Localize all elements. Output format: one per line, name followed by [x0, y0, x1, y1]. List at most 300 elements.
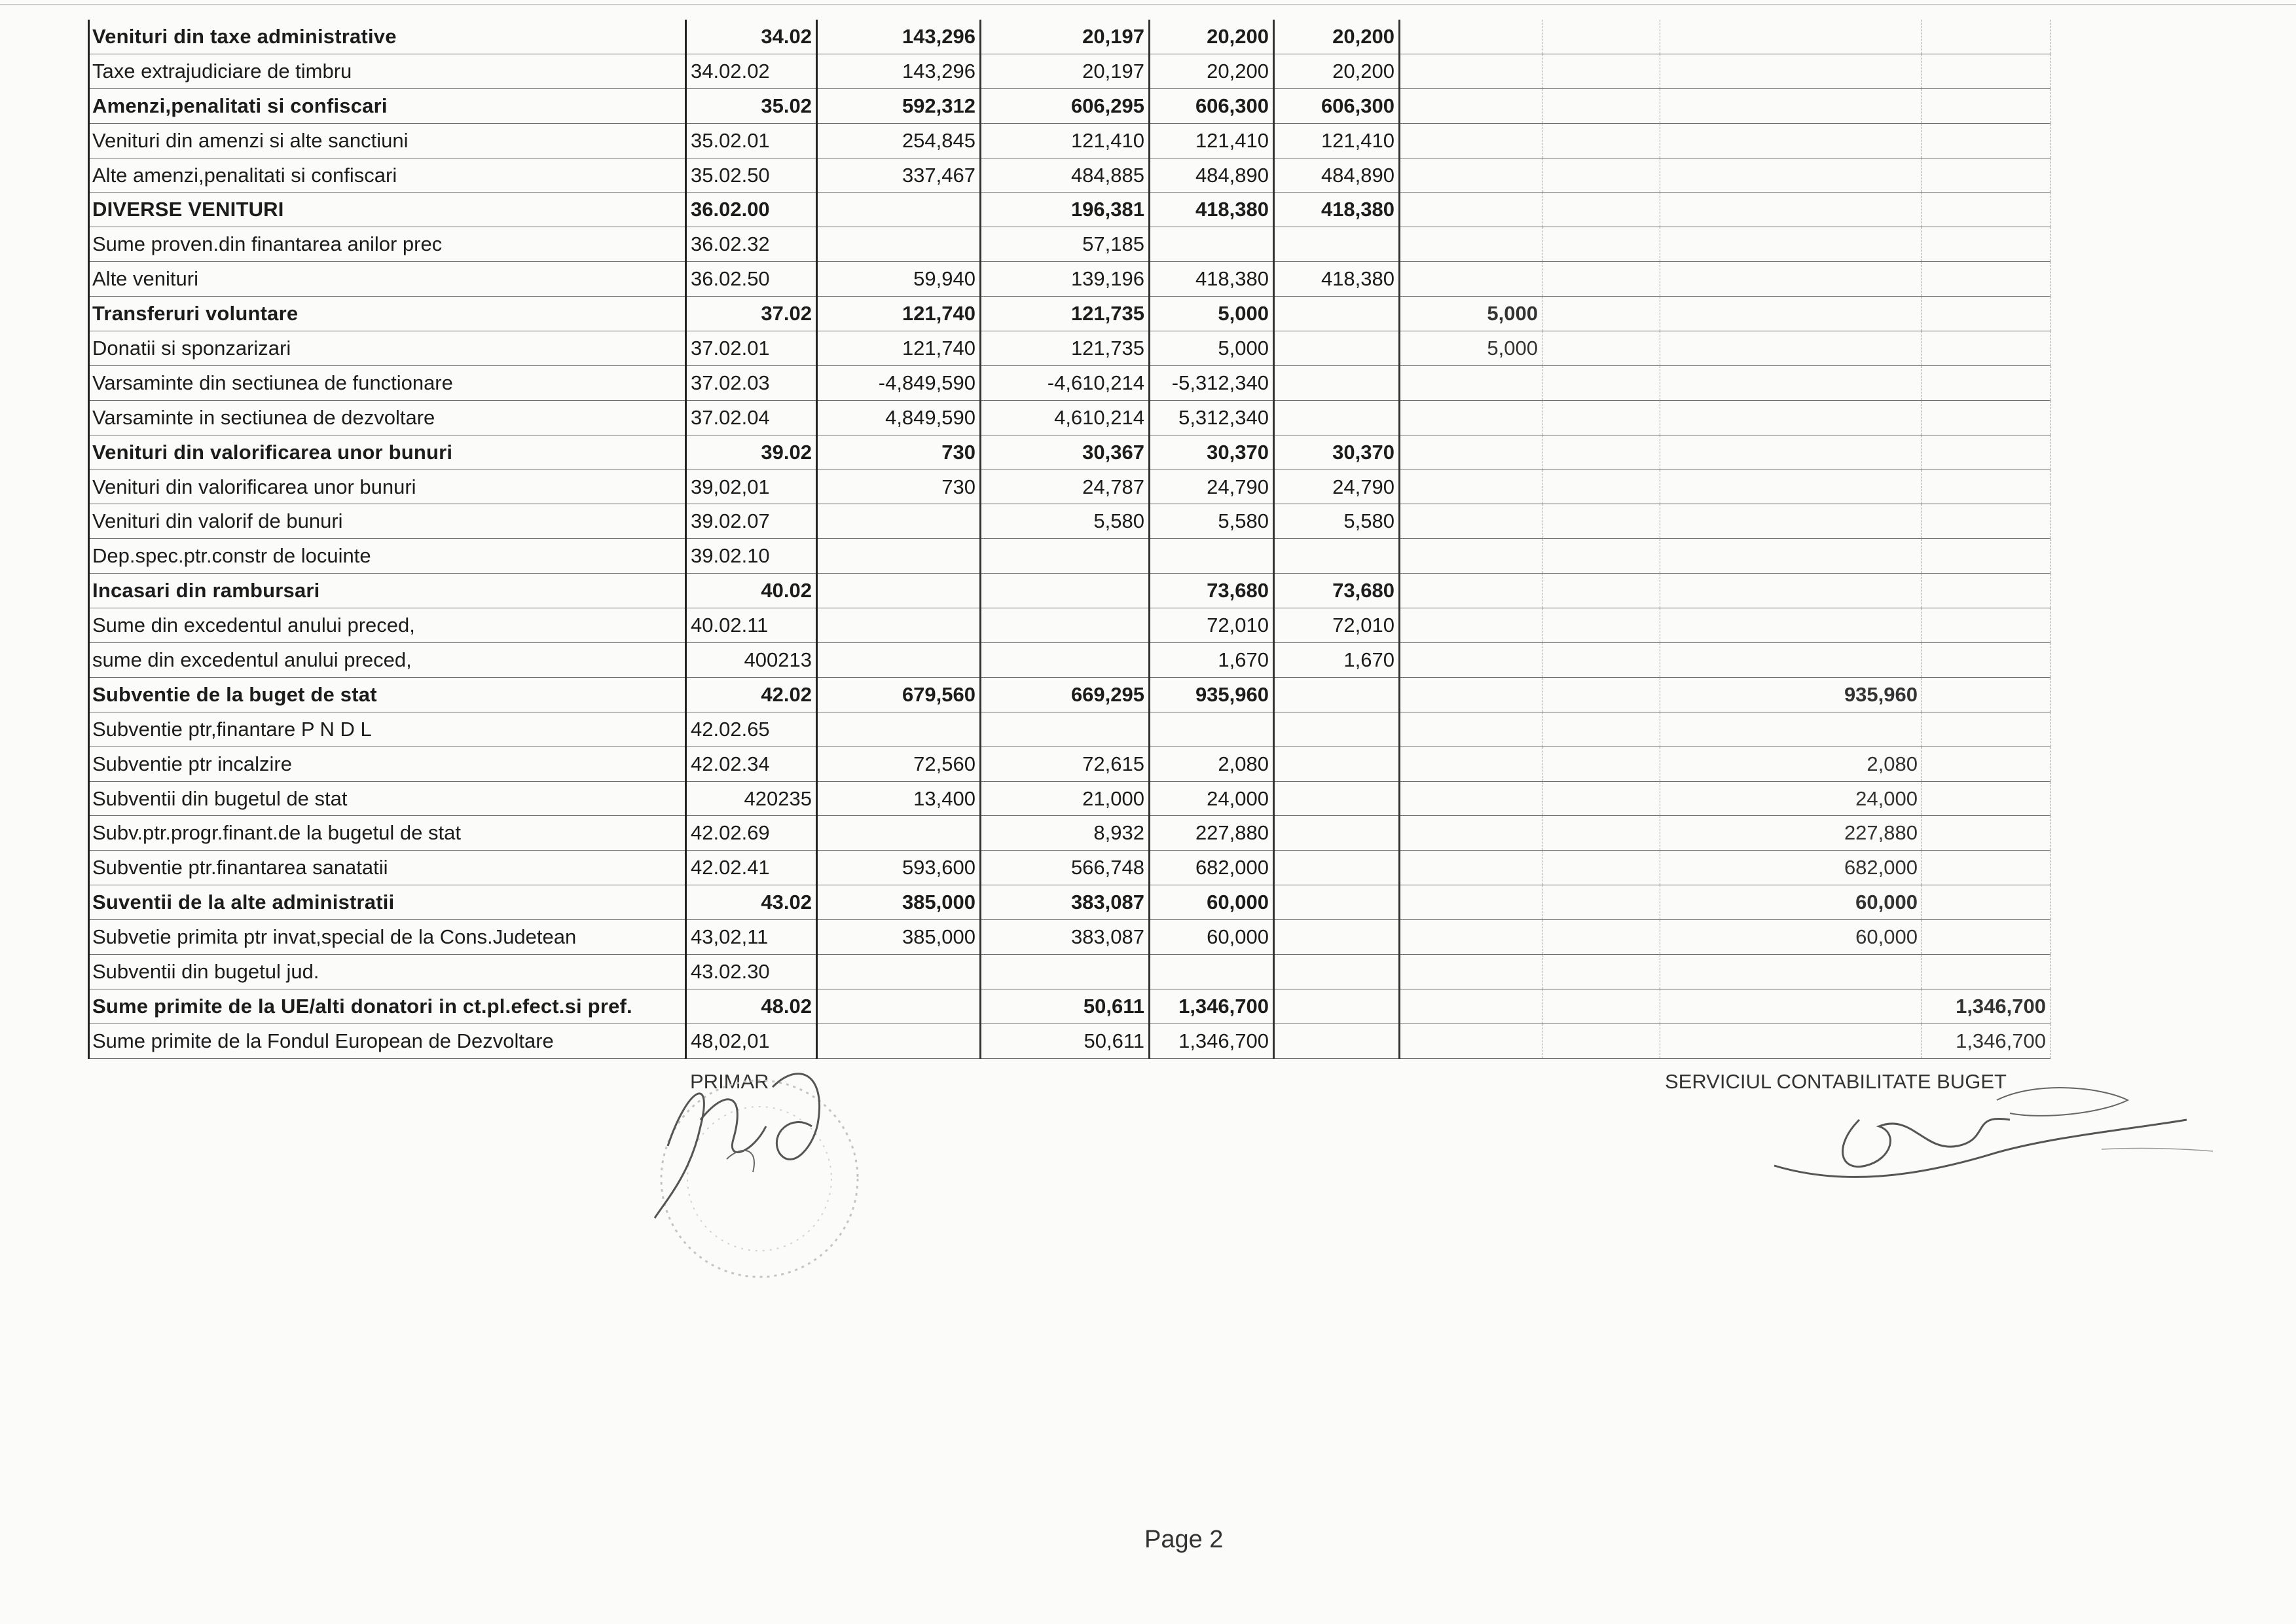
- row-value-cell: [1400, 365, 1542, 400]
- row-value-cell: [1542, 227, 1660, 262]
- row-value-cell: [1400, 123, 1542, 158]
- row-value-cell: [981, 574, 1150, 608]
- row-value-cell: [1922, 955, 2050, 989]
- row-value-cell: 385,000: [817, 885, 981, 920]
- row-value-cell: 383,087: [981, 920, 1150, 955]
- row-value-cell: [1542, 88, 1660, 123]
- row-value-cell: [1400, 955, 1542, 989]
- row-value-cell: 20,197: [981, 20, 1150, 54]
- row-value-cell: [1922, 470, 2050, 504]
- row-code-cell: 36.02.32: [686, 227, 817, 262]
- row-value-cell: [1542, 677, 1660, 712]
- row-value-cell: [1660, 123, 1922, 158]
- row-value-cell: [1542, 816, 1660, 851]
- row-value-cell: 143,296: [817, 54, 981, 88]
- row-value-cell: [1274, 297, 1400, 331]
- row-value-cell: [1922, 851, 2050, 885]
- table-row: [89, 677, 2050, 712]
- row-value-cell: 139,196: [981, 262, 1150, 297]
- row-value-cell: 24,790: [1150, 470, 1274, 504]
- row-name-cell: Amenzi,penalitati si confiscari: [89, 88, 686, 123]
- table-row: [89, 747, 2050, 781]
- row-value-cell: [1542, 20, 1660, 54]
- row-value-cell: [1274, 781, 1400, 816]
- row-value-cell: [1400, 262, 1542, 297]
- row-name-cell: Venituri din taxe administrative: [89, 20, 686, 54]
- scan-edge-line: [0, 4, 2296, 5]
- row-value-cell: [1400, 712, 1542, 747]
- row-value-cell: [1660, 435, 1922, 470]
- row-value-cell: [981, 643, 1150, 678]
- row-value-cell: 679,560: [817, 677, 981, 712]
- row-value-cell: [1660, 20, 1922, 54]
- row-value-cell: [1274, 400, 1400, 435]
- row-name-cell: Transferuri voluntare: [89, 297, 686, 331]
- row-code-cell: 35.02.50: [686, 158, 817, 193]
- row-value-cell: [1922, 193, 2050, 227]
- row-value-cell: 935,960: [1150, 677, 1274, 712]
- row-code-cell: 42.02.41: [686, 851, 817, 885]
- row-name-cell: Dep.spec.ptr.constr de locuinte: [89, 539, 686, 574]
- row-value-cell: 5,580: [1274, 504, 1400, 539]
- row-code-cell: 37.02.01: [686, 331, 817, 366]
- table-row: [89, 262, 2050, 297]
- row-value-cell: [1150, 539, 1274, 574]
- row-value-cell: [1922, 400, 2050, 435]
- row-value-cell: [1542, 331, 1660, 366]
- row-value-cell: [817, 504, 981, 539]
- row-value-cell: 20,200: [1274, 54, 1400, 88]
- table-row: [89, 331, 2050, 366]
- row-value-cell: [1274, 955, 1400, 989]
- row-value-cell: [1542, 920, 1660, 955]
- row-name-cell: sume din excedentul anului preced,: [89, 643, 686, 678]
- row-value-cell: -4,849,590: [817, 365, 981, 400]
- row-name-cell: Venituri din valorificarea unor bunuri: [89, 470, 686, 504]
- row-value-cell: [1542, 608, 1660, 643]
- row-code-cell: 39.02.10: [686, 539, 817, 574]
- row-value-cell: [1542, 989, 1660, 1024]
- row-value-cell: [1922, 158, 2050, 193]
- row-value-cell: [1542, 193, 1660, 227]
- row-name-cell: Donatii si sponzarizari: [89, 331, 686, 366]
- row-code-cell: 34.02: [686, 20, 817, 54]
- row-value-cell: [817, 227, 981, 262]
- row-value-cell: [1400, 574, 1542, 608]
- row-value-cell: [1400, 781, 1542, 816]
- primar-label: PRIMAR: [690, 1070, 769, 1093]
- row-code-cell: 36.02.50: [686, 262, 817, 297]
- row-value-cell: [1922, 227, 2050, 262]
- row-value-cell: [1542, 851, 1660, 885]
- row-value-cell: 196,381: [981, 193, 1150, 227]
- row-value-cell: 935,960: [1660, 677, 1922, 712]
- row-value-cell: [1400, 851, 1542, 885]
- row-value-cell: 254,845: [817, 123, 981, 158]
- row-value-cell: 5,312,340: [1150, 400, 1274, 435]
- row-value-cell: [1542, 712, 1660, 747]
- row-value-cell: 5,000: [1150, 297, 1274, 331]
- row-value-cell: 682,000: [1660, 851, 1922, 885]
- row-value-cell: [1400, 816, 1542, 851]
- row-value-cell: [1922, 504, 2050, 539]
- row-value-cell: [817, 989, 981, 1024]
- row-value-cell: 121,740: [817, 297, 981, 331]
- row-code-cell: 400213: [686, 643, 817, 678]
- row-name-cell: Sume proven.din finantarea anilor prec: [89, 227, 686, 262]
- row-value-cell: 484,890: [1150, 158, 1274, 193]
- row-value-cell: 2,080: [1150, 747, 1274, 781]
- row-name-cell: Subventii din bugetul jud.: [89, 955, 686, 989]
- row-name-cell: Subventie ptr,finantare P N D L: [89, 712, 686, 747]
- row-value-cell: 121,735: [981, 297, 1150, 331]
- table-row: [89, 851, 2050, 885]
- page-number: Page 2: [1144, 1526, 1224, 1553]
- row-value-cell: 121,410: [981, 123, 1150, 158]
- table-row: [89, 539, 2050, 574]
- row-value-cell: 5,580: [1150, 504, 1274, 539]
- row-value-cell: 50,611: [981, 1024, 1150, 1058]
- row-value-cell: [1660, 955, 1922, 989]
- row-value-cell: [1660, 88, 1922, 123]
- row-value-cell: 5,000: [1400, 297, 1542, 331]
- row-value-cell: [1274, 331, 1400, 366]
- row-name-cell: Alte amenzi,penalitati si confiscari: [89, 158, 686, 193]
- row-value-cell: [1400, 193, 1542, 227]
- row-value-cell: 20,200: [1150, 20, 1274, 54]
- row-value-cell: 60,000: [1150, 920, 1274, 955]
- row-value-cell: [1542, 123, 1660, 158]
- row-value-cell: [1400, 539, 1542, 574]
- row-value-cell: 418,380: [1274, 262, 1400, 297]
- row-value-cell: [1274, 816, 1400, 851]
- row-value-cell: [1922, 747, 2050, 781]
- row-value-cell: [1922, 54, 2050, 88]
- row-code-cell: 35.02: [686, 88, 817, 123]
- row-value-cell: 143,296: [817, 20, 981, 54]
- row-value-cell: 484,885: [981, 158, 1150, 193]
- row-value-cell: 121,410: [1274, 123, 1400, 158]
- table-row: [89, 712, 2050, 747]
- row-value-cell: [1660, 297, 1922, 331]
- row-value-cell: [1922, 539, 2050, 574]
- row-value-cell: [1400, 88, 1542, 123]
- row-value-cell: [1660, 989, 1922, 1024]
- row-value-cell: 24,000: [1660, 781, 1922, 816]
- row-value-cell: [1922, 816, 2050, 851]
- table-row: [89, 54, 2050, 88]
- row-value-cell: [1542, 297, 1660, 331]
- row-value-cell: [1274, 851, 1400, 885]
- row-name-cell: Venituri din valorif de bunuri: [89, 504, 686, 539]
- row-value-cell: [1542, 955, 1660, 989]
- table-row: [89, 365, 2050, 400]
- row-value-cell: 72,615: [981, 747, 1150, 781]
- row-value-cell: [1274, 677, 1400, 712]
- row-value-cell: [1922, 574, 2050, 608]
- row-value-cell: [1660, 400, 1922, 435]
- row-value-cell: 1,346,700: [1150, 1024, 1274, 1058]
- table-row: [89, 227, 2050, 262]
- row-value-cell: [1400, 227, 1542, 262]
- row-value-cell: [1274, 712, 1400, 747]
- row-value-cell: 227,880: [1660, 816, 1922, 851]
- row-code-cell: 42.02: [686, 677, 817, 712]
- row-value-cell: [1274, 1024, 1400, 1058]
- row-value-cell: 5,000: [1150, 331, 1274, 366]
- row-value-cell: [1542, 365, 1660, 400]
- row-name-cell: Sume primite de la UE/alti donatori in ct.pl.efect.si pref.: [89, 989, 686, 1024]
- row-value-cell: [817, 643, 981, 678]
- row-value-cell: [981, 712, 1150, 747]
- row-name-cell: Subv.ptr.progr.finant.de la bugetul de stat: [89, 816, 686, 851]
- row-value-cell: [1542, 400, 1660, 435]
- row-value-cell: 4,610,214: [981, 400, 1150, 435]
- row-value-cell: 730: [817, 435, 981, 470]
- row-value-cell: 20,200: [1274, 20, 1400, 54]
- row-value-cell: 1,346,700: [1922, 1024, 2050, 1058]
- row-value-cell: [1400, 989, 1542, 1024]
- table-row: [89, 989, 2050, 1024]
- row-value-cell: 73,680: [1150, 574, 1274, 608]
- row-name-cell: Suventii de la alte administratii: [89, 885, 686, 920]
- table-row: [89, 435, 2050, 470]
- row-code-cell: 42.02.69: [686, 816, 817, 851]
- row-value-cell: [1922, 123, 2050, 158]
- row-value-cell: 4,849,590: [817, 400, 981, 435]
- row-value-cell: 566,748: [981, 851, 1150, 885]
- row-value-cell: 24,787: [981, 470, 1150, 504]
- row-value-cell: 72,010: [1274, 608, 1400, 643]
- row-value-cell: 24,790: [1274, 470, 1400, 504]
- row-value-cell: -4,610,214: [981, 365, 1150, 400]
- row-name-cell: Alte venituri: [89, 262, 686, 297]
- row-value-cell: [1542, 885, 1660, 920]
- table-row: [89, 781, 2050, 816]
- row-name-cell: Subventie ptr.finantarea sanatatii: [89, 851, 686, 885]
- row-name-cell: Venituri din valorificarea unor bunuri: [89, 435, 686, 470]
- row-value-cell: 30,367: [981, 435, 1150, 470]
- row-value-cell: [1400, 608, 1542, 643]
- row-value-cell: [1400, 54, 1542, 88]
- row-value-cell: [1150, 712, 1274, 747]
- row-value-cell: 484,890: [1274, 158, 1400, 193]
- row-value-cell: [1400, 920, 1542, 955]
- row-value-cell: [1542, 643, 1660, 678]
- row-value-cell: [1660, 331, 1922, 366]
- row-value-cell: [1660, 193, 1922, 227]
- table-row: [89, 400, 2050, 435]
- row-value-cell: [817, 816, 981, 851]
- table-row: [89, 920, 2050, 955]
- row-code-cell: 420235: [686, 781, 817, 816]
- row-value-cell: [1400, 747, 1542, 781]
- row-value-cell: 5,000: [1400, 331, 1542, 366]
- row-value-cell: 1,670: [1150, 643, 1274, 678]
- table-row: [89, 574, 2050, 608]
- row-name-cell: Incasari din rambursari: [89, 574, 686, 608]
- row-value-cell: 1,670: [1274, 643, 1400, 678]
- row-value-cell: [1400, 677, 1542, 712]
- row-value-cell: 20,197: [981, 54, 1150, 88]
- row-name-cell: Varsaminte din sectiunea de functionare: [89, 365, 686, 400]
- row-value-cell: [1400, 20, 1542, 54]
- row-value-cell: 730: [817, 470, 981, 504]
- row-value-cell: [1400, 435, 1542, 470]
- row-value-cell: [1542, 470, 1660, 504]
- row-name-cell: Varsaminte in sectiunea de dezvoltare: [89, 400, 686, 435]
- table-row: [89, 955, 2050, 989]
- row-value-cell: [1922, 920, 2050, 955]
- row-value-cell: [1542, 539, 1660, 574]
- table-row: [89, 504, 2050, 539]
- row-code-cell: 39.02.07: [686, 504, 817, 539]
- row-value-cell: [1274, 747, 1400, 781]
- row-value-cell: 606,295: [981, 88, 1150, 123]
- row-name-cell: Taxe extrajudiciare de timbru: [89, 54, 686, 88]
- row-value-cell: [1542, 435, 1660, 470]
- accounting-service-label: SERVICIUL CONTABILITATE BUGET: [1665, 1070, 2007, 1093]
- table-row: [89, 643, 2050, 678]
- row-name-cell: Subventie de la buget de stat: [89, 677, 686, 712]
- row-value-cell: 72,010: [1150, 608, 1274, 643]
- row-value-cell: 337,467: [817, 158, 981, 193]
- table-row: [89, 470, 2050, 504]
- table-row: [89, 297, 2050, 331]
- table-row: [89, 608, 2050, 643]
- row-code-cell: 35.02.01: [686, 123, 817, 158]
- table-row: [89, 193, 2050, 227]
- row-value-cell: 383,087: [981, 885, 1150, 920]
- row-value-cell: [1922, 20, 2050, 54]
- row-value-cell: [817, 712, 981, 747]
- row-value-cell: [1922, 677, 2050, 712]
- row-value-cell: [1922, 331, 2050, 366]
- row-value-cell: [1660, 262, 1922, 297]
- row-value-cell: [1922, 435, 2050, 470]
- row-value-cell: [1542, 158, 1660, 193]
- row-value-cell: 60,000: [1660, 885, 1922, 920]
- row-value-cell: 60,000: [1660, 920, 1922, 955]
- row-value-cell: 30,370: [1274, 435, 1400, 470]
- row-value-cell: [981, 955, 1150, 989]
- row-value-cell: 385,000: [817, 920, 981, 955]
- row-value-cell: [981, 539, 1150, 574]
- row-value-cell: 60,000: [1150, 885, 1274, 920]
- row-value-cell: 20,200: [1150, 54, 1274, 88]
- row-value-cell: [981, 608, 1150, 643]
- row-code-cell: 37.02.04: [686, 400, 817, 435]
- row-value-cell: -5,312,340: [1150, 365, 1274, 400]
- row-value-cell: [1660, 227, 1922, 262]
- row-code-cell: 40.02.11: [686, 608, 817, 643]
- row-code-cell: 34.02.02: [686, 54, 817, 88]
- row-value-cell: [1150, 227, 1274, 262]
- row-code-cell: 39,02,01: [686, 470, 817, 504]
- row-name-cell: Subvetie primita ptr invat,special de la Cons.Judetean: [89, 920, 686, 955]
- row-value-cell: [1660, 643, 1922, 678]
- row-value-cell: 30,370: [1150, 435, 1274, 470]
- row-value-cell: [1542, 54, 1660, 88]
- row-value-cell: [1400, 470, 1542, 504]
- row-value-cell: [1400, 885, 1542, 920]
- row-value-cell: 5,580: [981, 504, 1150, 539]
- row-code-cell: 43.02: [686, 885, 817, 920]
- row-value-cell: 73,680: [1274, 574, 1400, 608]
- row-value-cell: 227,880: [1150, 816, 1274, 851]
- row-value-cell: [1274, 227, 1400, 262]
- table-row: [89, 88, 2050, 123]
- row-code-cell: 48.02: [686, 989, 817, 1024]
- row-value-cell: 606,300: [1150, 88, 1274, 123]
- row-value-cell: [1542, 1024, 1660, 1058]
- row-value-cell: [1274, 920, 1400, 955]
- row-code-cell: 43.02.30: [686, 955, 817, 989]
- row-value-cell: [1922, 262, 2050, 297]
- row-value-cell: [1660, 1024, 1922, 1058]
- row-value-cell: [1660, 574, 1922, 608]
- budget-revenue-table: [88, 20, 2050, 1059]
- row-value-cell: [1660, 470, 1922, 504]
- row-value-cell: [1922, 365, 2050, 400]
- row-value-cell: [1542, 262, 1660, 297]
- table-row: [89, 123, 2050, 158]
- row-value-cell: [817, 193, 981, 227]
- row-value-cell: 592,312: [817, 88, 981, 123]
- table-row: [89, 20, 2050, 54]
- row-code-cell: 37.02.03: [686, 365, 817, 400]
- row-value-cell: [1400, 504, 1542, 539]
- row-value-cell: [817, 608, 981, 643]
- row-value-cell: [1400, 400, 1542, 435]
- row-code-cell: 36.02.00: [686, 193, 817, 227]
- row-value-cell: [1400, 1024, 1542, 1058]
- row-name-cell: Subventii din bugetul de stat: [89, 781, 686, 816]
- row-value-cell: [1660, 608, 1922, 643]
- row-value-cell: [1922, 88, 2050, 123]
- row-value-cell: [1542, 504, 1660, 539]
- row-value-cell: [1274, 885, 1400, 920]
- row-value-cell: 121,410: [1150, 123, 1274, 158]
- row-value-cell: [1922, 781, 2050, 816]
- row-value-cell: [1400, 158, 1542, 193]
- table-row: [89, 158, 2050, 193]
- row-value-cell: 418,380: [1274, 193, 1400, 227]
- row-value-cell: [1660, 365, 1922, 400]
- accounting-signature: [1761, 1074, 2219, 1205]
- row-name-cell: Venituri din amenzi si alte sanctiuni: [89, 123, 686, 158]
- row-value-cell: [1922, 297, 2050, 331]
- row-value-cell: [1922, 608, 2050, 643]
- row-value-cell: [1922, 712, 2050, 747]
- row-value-cell: [1542, 747, 1660, 781]
- row-value-cell: 418,380: [1150, 262, 1274, 297]
- row-value-cell: 121,740: [817, 331, 981, 366]
- row-code-cell: 48,02,01: [686, 1024, 817, 1058]
- row-value-cell: [1274, 539, 1400, 574]
- row-value-cell: 59,940: [817, 262, 981, 297]
- row-value-cell: 50,611: [981, 989, 1150, 1024]
- row-value-cell: [1660, 158, 1922, 193]
- row-name-cell: Sume din excedentul anului preced,: [89, 608, 686, 643]
- row-value-cell: 13,400: [817, 781, 981, 816]
- table-row: [89, 885, 2050, 920]
- row-value-cell: [817, 955, 981, 989]
- row-value-cell: [1922, 885, 2050, 920]
- row-value-cell: 669,295: [981, 677, 1150, 712]
- row-value-cell: [1150, 955, 1274, 989]
- row-value-cell: 593,600: [817, 851, 981, 885]
